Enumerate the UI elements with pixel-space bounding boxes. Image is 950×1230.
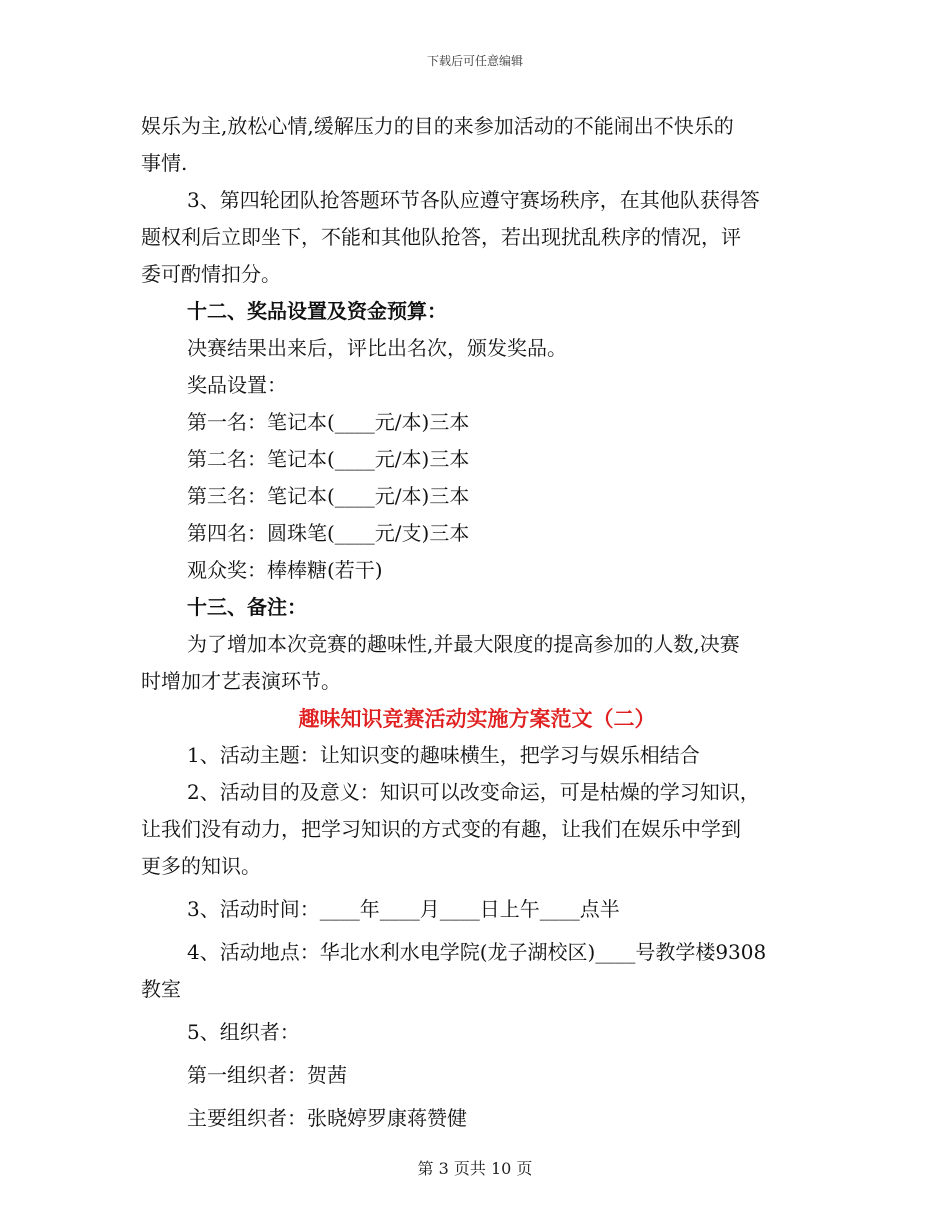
organizer-first: 第一组织者：贺茜 <box>187 1063 347 1087</box>
item-1-theme: 1、活动主题：让知识变的趣味横生，把学习与娱乐相结合 <box>187 743 700 767</box>
section-12-heading: 十二、奖品设置及资金预算： <box>187 299 447 323</box>
page-header: 下载后可任意编辑 <box>426 54 523 68</box>
prize-item-fourth: 第四名：圆珠笔(____元/支)三本 <box>187 521 470 545</box>
page-footer: 第 3 页共 10 页 <box>417 1159 533 1178</box>
prize-item-audience: 观众奖：棒棒糖(若干) <box>187 558 383 582</box>
item-5-organizers: 5、组织者： <box>187 1020 300 1044</box>
item-4-line: 4、活动地点：华北水利水电学院(龙子湖校区)____号教学楼9308 <box>187 940 767 964</box>
rule-3-line: 题权利后立即坐下，不能和其他队抢答，若出现扰乱秩序的情况，评 <box>141 225 741 249</box>
item-2-line: 2、活动目的及意义：知识可以改变命运，可是枯燥的学习知识， <box>187 780 760 804</box>
item-2-line: 更多的知识。 <box>141 854 261 878</box>
prize-item-third: 第三名：笔记本(____元/本)三本 <box>187 484 470 508</box>
section-13-line: 为了增加本次竞赛的趣味性,并最大限度的提高参加的人数,决赛 <box>187 632 740 656</box>
document-title: 趣味知识竞赛活动实施方案范文（二） <box>298 706 656 731</box>
item-4-line: 教室 <box>141 977 181 1001</box>
paragraph-line: 事情. <box>141 151 188 175</box>
prize-label: 奖品设置： <box>187 373 287 397</box>
section-13-line: 时增加才艺表演环节。 <box>141 669 341 693</box>
prize-item-second: 第二名：笔记本(____元/本)三本 <box>187 447 470 471</box>
organizer-main: 主要组织者：张晓婷罗康蒋赞健 <box>187 1106 467 1130</box>
paragraph-line: 娱乐为主,放松心情,缓解压力的目的来参加活动的不能闹出不快乐的 <box>141 114 734 138</box>
section-12-intro: 决赛结果出来后，评比出名次，颁发奖品。 <box>187 336 567 360</box>
prize-item-first: 第一名：笔记本(____元/本)三本 <box>187 410 470 434</box>
section-13-heading: 十三、备注： <box>187 595 307 619</box>
item-2-line: 让我们没有动力，把学习知识的方式变的有趣，让我们在娱乐中学到 <box>141 817 741 841</box>
rule-3-line: 3、第四轮团队抢答题环节各队应遵守赛场秩序，在其他队获得答 <box>187 188 760 212</box>
document-body <box>141 108 813 1137</box>
item-3-time: 3、活动时间：____年____月____日上午____点半 <box>187 897 620 921</box>
rule-3-line: 委可酌情扣分。 <box>141 262 281 286</box>
